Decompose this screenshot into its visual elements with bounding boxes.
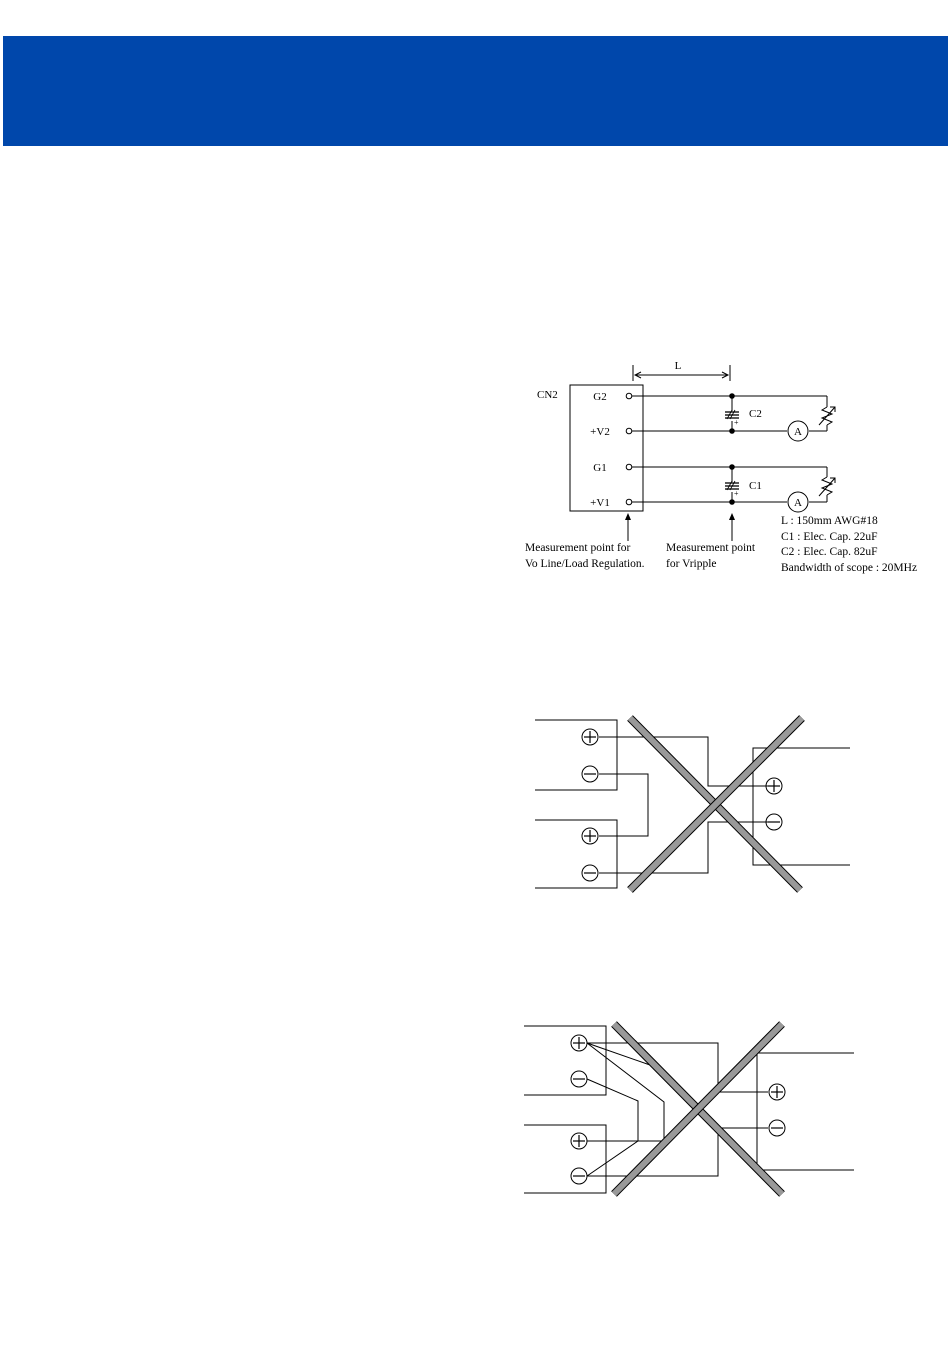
pin-label-g2: G2: [593, 391, 607, 403]
cap2-label: C2: [749, 408, 762, 420]
meas-ripple-line1: Measurement point: [666, 542, 756, 554]
cross-out-icon: [630, 718, 802, 890]
pin-label-v1: +V1: [590, 497, 610, 509]
connector-box: [570, 385, 643, 511]
pin-label-g1: G1: [593, 462, 607, 474]
meas-vo-line1: Measurement point for: [525, 542, 631, 554]
note-bandwidth: Bandwidth of scope : 20MHz: [781, 562, 918, 574]
pin-label-v2: +V2: [590, 426, 610, 438]
cap2-polarity: +: [734, 418, 739, 427]
meas-vo-line2: Vo Line/Load Regulation.: [525, 558, 645, 570]
note-length: L : 150mm AWG#18: [781, 515, 878, 527]
ammeter-2-label: A: [794, 426, 802, 438]
connector-label: CN2: [537, 389, 558, 401]
terminal-g2: [626, 393, 632, 399]
terminal-v2: [626, 428, 632, 434]
header-band: [3, 36, 948, 146]
terminal-v1: [626, 499, 632, 505]
length-label: L: [674, 360, 682, 372]
terminal-g1: [626, 464, 632, 470]
note-c2: C2 : Elec. Cap. 82uF: [781, 546, 878, 558]
ammeter-1-label: A: [794, 497, 802, 509]
note-c1: C1 : Elec. Cap. 22uF: [781, 531, 878, 543]
cap1-label: C1: [749, 480, 762, 492]
incorrect-wiring-diagram-2: [520, 1010, 865, 1205]
cap1-polarity: +: [734, 489, 739, 498]
incorrect-wiring-diagram-1: [520, 705, 865, 905]
measurement-circuit-diagram: [520, 355, 940, 585]
meas-ripple-line2: for Vripple: [666, 558, 717, 570]
